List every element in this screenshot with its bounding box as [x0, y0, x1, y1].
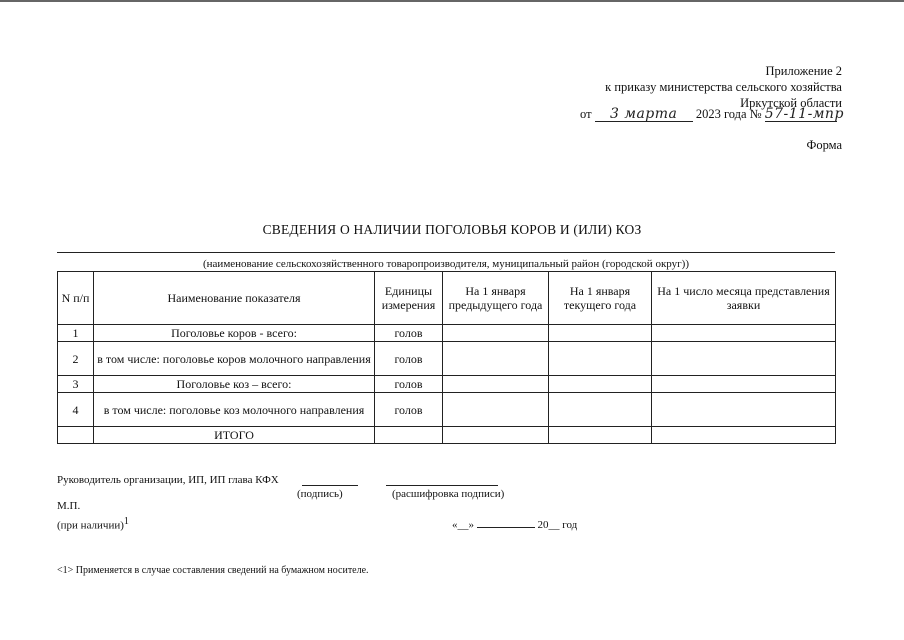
order-date-line [580, 106, 844, 122]
row-number: 1 [58, 325, 94, 342]
signature-decode-line[interactable] [386, 485, 498, 486]
signature-decode-caption: (расшифровка подписи) [392, 488, 505, 500]
row-unit: голов [375, 342, 443, 376]
cell-application-month[interactable] [652, 376, 836, 393]
row-unit: голов [375, 393, 443, 427]
cell-prev-year[interactable] [443, 325, 549, 342]
date-prefix: «__» [452, 519, 474, 531]
document-title: СВЕДЕНИЯ О НАЛИЧИИ ПОГОЛОВЬЯ КОРОВ И (ИЛИ) КОЗ [262, 222, 642, 237]
header-current-year: На 1 января текущего года [549, 272, 652, 325]
form-label: Форма [806, 138, 842, 152]
cell-prev-year[interactable] [443, 342, 549, 376]
table-row [58, 393, 836, 427]
cell-current-year[interactable] [549, 325, 652, 342]
cell-application-month[interactable] [652, 342, 836, 376]
cell-prev-year[interactable] [443, 376, 549, 393]
row-number [58, 427, 94, 444]
head-label: Руководитель организации, ИП, ИП глава КФХ [57, 474, 279, 486]
table-row [58, 376, 836, 393]
cell-current-year[interactable] [549, 376, 652, 393]
date-line [452, 516, 577, 531]
row-indicator: Поголовье коров - всего: [94, 325, 375, 342]
region-line: Иркутской области [740, 96, 842, 110]
signature-caption: (подпись) [297, 488, 343, 500]
row-number: 3 [58, 376, 94, 393]
date-field [595, 106, 693, 122]
cell-application-month[interactable] [652, 325, 836, 342]
header-unit: Единицы измерения [375, 272, 443, 325]
from-prefix: от [580, 107, 592, 121]
date-month-field[interactable] [477, 516, 535, 528]
cell-current-year[interactable] [549, 342, 652, 376]
row-number: 4 [58, 393, 94, 427]
signature-line[interactable] [302, 485, 358, 486]
year-number-text: 2023 года № [695, 107, 762, 121]
page-top-border [0, 0, 904, 2]
cell-prev-year[interactable] [443, 393, 549, 427]
row-indicator-total: ИТОГО [94, 427, 375, 444]
number-handwritten: 57-11-мпр [764, 106, 844, 122]
footnote-ref: 1 [123, 516, 129, 527]
row-indicator: в том числе: поголовье коров молочного направления [94, 342, 375, 376]
stamp-note [57, 516, 129, 532]
table-row-total [58, 427, 836, 444]
table-row [58, 342, 836, 376]
organization-caption: (наименование сельскохозяйственного товаропроизводителя, муниципальный район (городской округ)) [203, 258, 689, 270]
table-row [58, 325, 836, 342]
cell-application-month[interactable] [652, 427, 836, 444]
stamp-note-text: (при наличии) [57, 519, 124, 532]
table-header-row [58, 272, 836, 325]
row-unit: голов [375, 325, 443, 342]
header-prev-year: На 1 января предыдущего года [443, 272, 549, 325]
cell-application-month[interactable] [652, 393, 836, 427]
stamp-label: М.П. [57, 500, 81, 512]
organization-name-line [57, 252, 835, 253]
header-number: N п/п [58, 272, 94, 325]
number-field [764, 106, 844, 122]
date-year: 20__ год [537, 519, 578, 531]
row-indicator: в том числе: поголовье коз молочного направления [94, 393, 375, 427]
row-number: 2 [58, 342, 94, 376]
date-handwritten: 3 марта [609, 106, 678, 122]
cell-current-year[interactable] [549, 427, 652, 444]
footnote: <1> Применяется в случае составления сведений на бумажном носителе. [57, 565, 369, 576]
appendix-label: Приложение 2 [765, 64, 842, 78]
row-indicator: Поголовье коз – всего: [94, 376, 375, 393]
header-indicator: Наименование показателя [94, 272, 375, 325]
livestock-table [57, 271, 836, 444]
order-line: к приказу министерства сельского хозяйства [605, 80, 842, 94]
header-application-month: На 1 число месяца представления заявки [652, 272, 836, 325]
row-unit [375, 427, 443, 444]
row-unit: голов [375, 376, 443, 393]
cell-prev-year[interactable] [443, 427, 549, 444]
cell-current-year[interactable] [549, 393, 652, 427]
